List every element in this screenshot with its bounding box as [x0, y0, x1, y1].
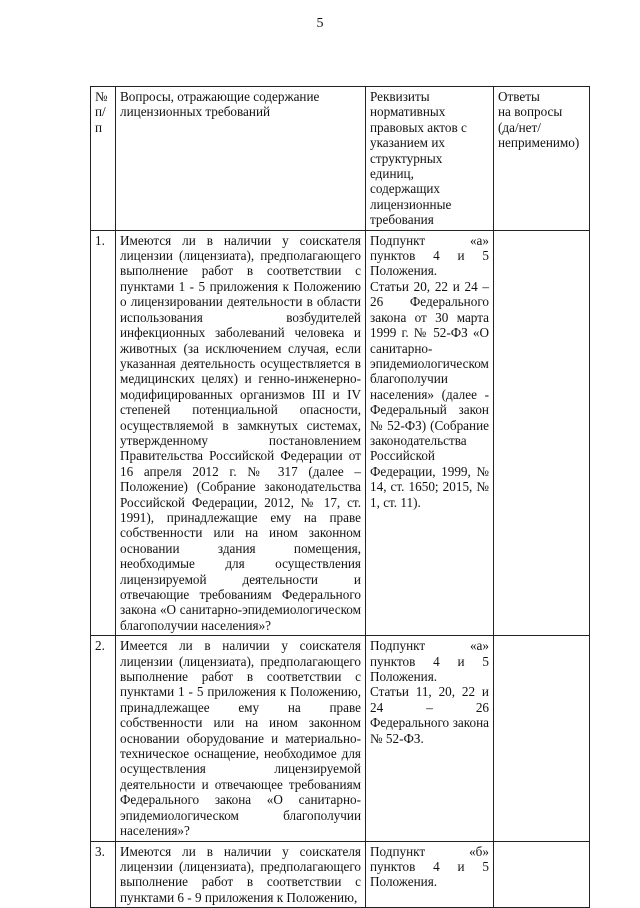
row-number: 1.: [91, 230, 116, 636]
row-requisites: Подпункт «а» пунктов 4 и 5 Положения. Статьи 20, 22 и 24 – 26 Федерального закона от 30 марта 1999 г. № 52-ФЗ «О санитарно-эпидемиологическом благополучии населения» (далее - Федеральный закон № 52-ФЗ) (Собрание законодательства Российской Федерации, 1999, № 14, ст. 1650; 2015, № 1, ст. 11).: [366, 230, 494, 636]
row-answer-cell[interactable]: [494, 230, 590, 636]
header-requisites: Реквизиты нормативных правовых актов с указанием их структурных единиц, содержащих лицензионные требования: [366, 87, 494, 231]
row-answer-cell[interactable]: [494, 841, 590, 908]
row-requisites: Подпункт «а» пунктов 4 и 5 Положения. Статьи 11, 20, 22 и 24 – 26 Федерального закона № 52-ФЗ.: [366, 636, 494, 841]
row-question: Имеется ли в наличии у соискателя лицензии (лицензиата), предполагающего выполнение работ в соответствии с пунктами 1 - 5 приложения к Положению, принадлежащее ему на праве собственности или на ином законном основании оборудование и материально-техническое оснащение, необходимое для осуществления лицензируемой деятельности и отвечающее требованиям Федерального закона «О санитарно-эпидемиологическом благополучии населения»?: [116, 636, 366, 841]
table-row: [91, 841, 590, 908]
table-row: [91, 636, 590, 841]
header-answers: Ответы на вопросы (да/нет/ неприменимо): [494, 87, 590, 231]
table-header-row: [91, 87, 590, 231]
row-number: 3.: [91, 841, 116, 908]
header-number: № п/п: [91, 87, 116, 231]
license-requirements-table: [90, 86, 590, 908]
row-question: Имеются ли в наличии у соискателя лицензии (лицензиата), предполагающего выполнение работ в соответствии с пунктами 1 - 5 приложения к Положению о лицензировании деятельности в области использования возбудителей инфекционных заболеваний человека и животных (за исключением случая, если указанная деятельность осуществляется в медицинских целях) и генно-инженерно-модифицированных организмов III и IV степеней потенциальной опасности, осуществляемой в замкнутых системах, утвержденному постановлением Правительства Российской Федерации от 16 апреля 2012 г. № 317 (далее – Положение) (Собрание законодательства Российской Федерации, 2012, № 17, ст. 1991), принадлежащие ему на праве собственности или на ином законном основании здания помещения, необходимые для осуществления лицензируемой деятельности и отвечающие требованиям Федерального закона «О санитарно-эпидемиологическом благополучии населения»?: [116, 230, 366, 636]
table-row: [91, 230, 590, 636]
row-answer-cell[interactable]: [494, 636, 590, 841]
row-requisites: Подпункт «б» пунктов 4 и 5 Положения.: [366, 841, 494, 908]
header-question: Вопросы, отражающие содержание лицензионных требований: [116, 87, 366, 231]
row-question: Имеются ли в наличии у соискателя лицензии (лицензиата), предполагающего выполнение работ в соответствии с пунктами 6 - 9 приложения к Положению,: [116, 841, 366, 908]
page-number: 5: [316, 16, 324, 31]
row-number: 2.: [91, 636, 116, 841]
